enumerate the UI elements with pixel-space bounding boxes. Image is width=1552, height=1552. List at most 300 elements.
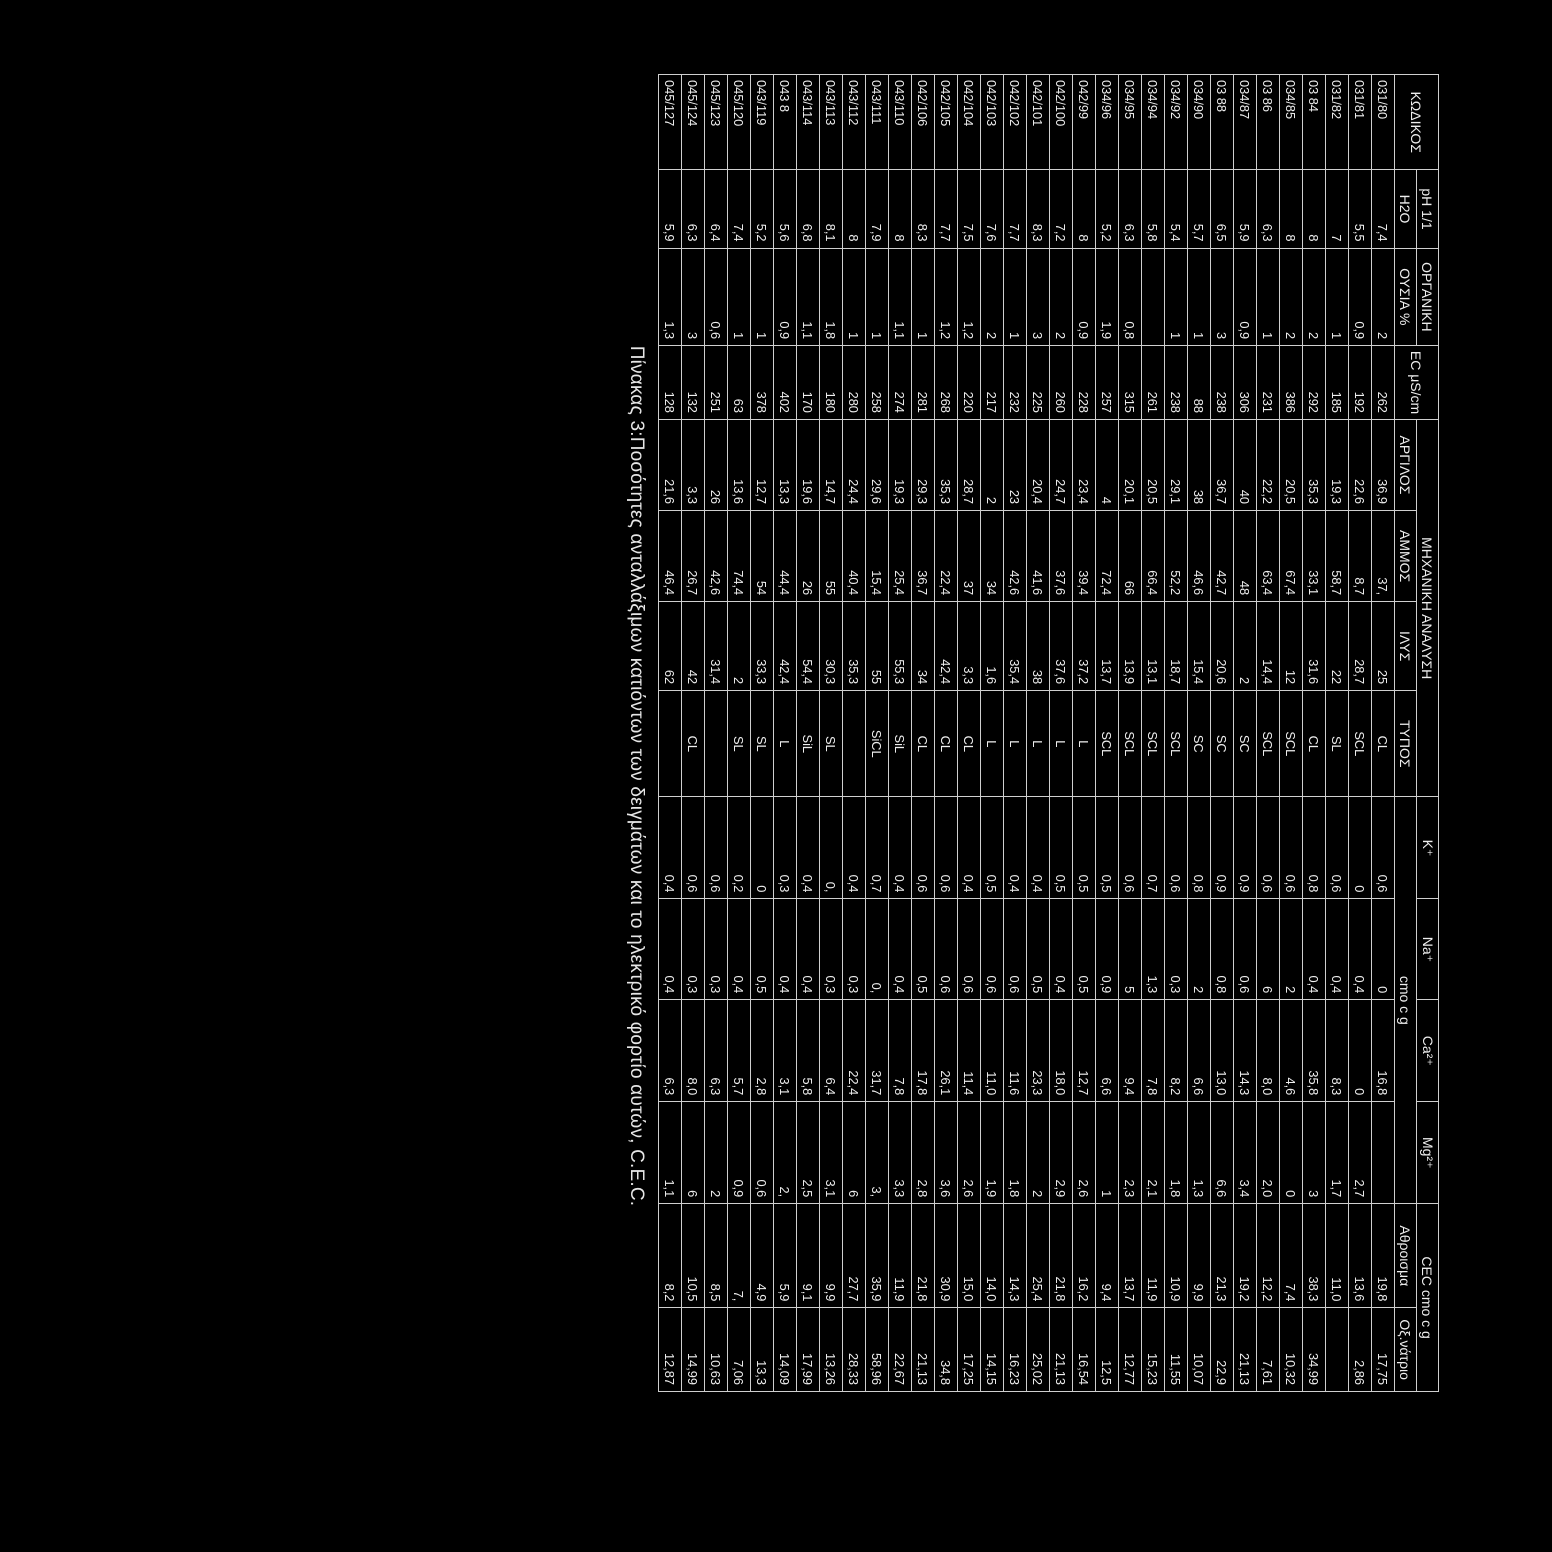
cell-sand: 25,4: [889, 511, 912, 602]
cell-ph: 8: [843, 170, 866, 248]
cell-silt: 33,3: [751, 602, 774, 691]
cell-sand: 74,4: [728, 511, 751, 602]
header-h2o: H2O: [1395, 170, 1417, 248]
cell-ec: 185: [1326, 346, 1349, 420]
cell-code: 045/124: [682, 75, 705, 170]
cell-k: 0,6: [1372, 797, 1395, 899]
cell-cec-sodium: 10,07: [1188, 1308, 1211, 1392]
cell-ph: 6,8: [797, 170, 820, 248]
cell-ph: 5,5: [1349, 170, 1372, 248]
cell-clay: 29,6: [866, 419, 889, 510]
cell-type: SL: [751, 691, 774, 797]
cell-k: 0,6: [1257, 797, 1280, 899]
cell-type: CL: [912, 691, 935, 797]
cell-clay: 19,6: [797, 419, 820, 510]
cell-ca: 6,3: [659, 1000, 682, 1102]
cell-cec-sodium: 16,23: [1004, 1308, 1027, 1392]
cell-ca: 6,6: [1188, 1000, 1211, 1102]
cell-type: [843, 691, 866, 797]
cell-na: 0,9: [1096, 899, 1119, 1000]
cell-type: CL: [1303, 691, 1326, 797]
cell-code: 045/127: [659, 75, 682, 170]
cell-ph: 7,6: [981, 170, 1004, 248]
cell-ph: 5,4: [1165, 170, 1188, 248]
cell-mg: 6: [843, 1102, 866, 1204]
cell-silt: 28,7: [1349, 602, 1372, 691]
cell-sand: 15,4: [866, 511, 889, 602]
cell-silt: 62: [659, 602, 682, 691]
cell-mg: 1,8: [1004, 1102, 1027, 1204]
cell-ca: 22,4: [843, 1000, 866, 1102]
table-row: [1257, 75, 1280, 1392]
cell-mg: 3,6: [935, 1102, 958, 1204]
cell-silt: 3,3: [958, 602, 981, 691]
cell-silt: 13,7: [1096, 602, 1119, 691]
cell-mg: 2,6: [958, 1102, 981, 1204]
cell-k: 0,6: [1280, 797, 1303, 899]
cell-organic: 1,9: [1096, 248, 1119, 346]
cell-silt: 18,7: [1165, 602, 1188, 691]
cell-sand: 37: [958, 511, 981, 602]
cell-ec: 262: [1372, 346, 1395, 420]
cell-code: 042/101: [1027, 75, 1050, 170]
header-type: ΤΥΠΟΣ: [1395, 691, 1417, 797]
cell-ph: 8,3: [1027, 170, 1050, 248]
cell-ec: 88: [1188, 346, 1211, 420]
cell-type: SL: [1326, 691, 1349, 797]
cell-silt: 38: [1027, 602, 1050, 691]
cell-silt: 34: [912, 602, 935, 691]
cell-ec: 258: [866, 346, 889, 420]
cell-mg: 1: [1096, 1102, 1119, 1204]
cell-organic: 0,9: [774, 248, 797, 346]
cell-cec-sum: 19,8: [1372, 1204, 1395, 1308]
cell-silt: 55,3: [889, 602, 912, 691]
cell-code: 034/92: [1165, 75, 1188, 170]
cell-cec-sodium: 14,15: [981, 1308, 1004, 1392]
cell-ec: 402: [774, 346, 797, 420]
cell-code: 042/106: [912, 75, 935, 170]
table-caption: Πίνακας 3:Ποσότητες ανταλλάξιμων κατιόντων των δειγμάτων και το ηλεκτρικό φορτίο αυτών, C.E.C.: [626, 345, 647, 1207]
cell-cec-sum: 9,4: [1096, 1204, 1119, 1308]
cell-ph: 7,4: [728, 170, 751, 248]
cell-clay: 19,3: [889, 419, 912, 510]
cell-ph: 6,3: [1119, 170, 1142, 248]
cell-na: 0,: [866, 899, 889, 1000]
cell-code: 034/96: [1096, 75, 1119, 170]
rotated-page: [528, 0, 1552, 1552]
cell-mg: 0,6: [751, 1102, 774, 1204]
cell-cec-sodium: 21,13: [1234, 1308, 1257, 1392]
cell-type: L: [981, 691, 1004, 797]
cell-organic: 1: [843, 248, 866, 346]
cell-organic: 2: [1280, 248, 1303, 346]
cell-clay: 12,7: [751, 419, 774, 510]
cell-k: 0,6: [1119, 797, 1142, 899]
cell-code: 034/90: [1188, 75, 1211, 170]
cell-na: 0,4: [1349, 899, 1372, 1000]
cell-cec-sum: 19,2: [1234, 1204, 1257, 1308]
cell-ca: 13,0: [1211, 1000, 1234, 1102]
cell-clay: 20,1: [1119, 419, 1142, 510]
cell-silt: 25: [1372, 602, 1395, 691]
header-organic-pct: ΟΥΣΙΑ %: [1395, 248, 1417, 346]
cell-ph: 8: [1280, 170, 1303, 248]
cell-silt: 14,4: [1257, 602, 1280, 691]
cell-sand: 37,6: [1050, 511, 1073, 602]
cell-cec-sum: 15,0: [958, 1204, 981, 1308]
cell-mg: 1,3: [1188, 1102, 1211, 1204]
cell-na: 0,5: [751, 899, 774, 1000]
cell-cec-sodium: 34,99: [1303, 1308, 1326, 1392]
cell-organic: 0,8: [1119, 248, 1142, 346]
cell-na: 0,4: [728, 899, 751, 1000]
cell-organic: 1: [1188, 248, 1211, 346]
cell-k: 0: [1349, 797, 1372, 899]
cell-k: 0,6: [682, 797, 705, 899]
cell-k: 0,4: [843, 797, 866, 899]
cell-clay: 24,4: [843, 419, 866, 510]
table-row: [912, 75, 935, 1392]
cell-k: 0,6: [1165, 797, 1188, 899]
cell-ca: 6,6: [1096, 1000, 1119, 1102]
cell-code: 042/103: [981, 75, 1004, 170]
table-row: [1280, 75, 1303, 1392]
cell-cec-sodium: 16,54: [1073, 1308, 1096, 1392]
cell-clay: 40: [1234, 419, 1257, 510]
cell-ph: 5,2: [1096, 170, 1119, 248]
cell-organic: 1: [1326, 248, 1349, 346]
cell-mg: 3,1: [820, 1102, 843, 1204]
table-row: [705, 75, 728, 1392]
cell-sand: 37,: [1372, 511, 1395, 602]
cell-sand: 8,7: [1349, 511, 1372, 602]
cell-clay: 20,4: [1027, 419, 1050, 510]
cell-organic: 2: [981, 248, 1004, 346]
cell-ec: 217: [981, 346, 1004, 420]
table-row: [659, 75, 682, 1392]
cell-k: 0,6: [912, 797, 935, 899]
cell-organic: 0,9: [1234, 248, 1257, 346]
cell-clay: 38: [1188, 419, 1211, 510]
cell-silt: 42: [682, 602, 705, 691]
cell-organic: 1,1: [797, 248, 820, 346]
cell-silt: 12: [1280, 602, 1303, 691]
cell-na: 0,3: [820, 899, 843, 1000]
cell-sand: 48: [1234, 511, 1257, 602]
header-ph: pH 1/1: [1417, 170, 1439, 248]
cell-ca: 18,0: [1050, 1000, 1073, 1102]
cell-k: 0,: [820, 797, 843, 899]
cell-silt: 2: [728, 602, 751, 691]
table-row: [751, 75, 774, 1392]
header-organic: ΟΡΓΑΝΙΚΗ: [1417, 248, 1439, 346]
cell-organic: 3: [1211, 248, 1234, 346]
cell-na: 0,6: [935, 899, 958, 1000]
cell-ec: 378: [751, 346, 774, 420]
table-row: [820, 75, 843, 1392]
cell-na: 0,6: [981, 899, 1004, 1000]
cell-cec-sodium: 22,9: [1211, 1308, 1234, 1392]
cell-ec: 315: [1119, 346, 1142, 420]
cell-cec-sodium: 2,86: [1349, 1308, 1372, 1392]
cell-clay: 29,3: [912, 419, 935, 510]
table-row: [1303, 75, 1326, 1392]
cell-mg: 0: [1280, 1102, 1303, 1204]
cell-sand: 22,4: [935, 511, 958, 602]
cell-clay: 28,7: [958, 419, 981, 510]
cell-na: 0,3: [705, 899, 728, 1000]
cell-code: 031/80: [1372, 75, 1395, 170]
cell-k: 0,4: [659, 797, 682, 899]
cell-clay: 22,6: [1349, 419, 1372, 510]
cell-organic: 1: [728, 248, 751, 346]
cell-cec-sodium: 13,26: [820, 1308, 843, 1392]
cell-k: 0,5: [1050, 797, 1073, 899]
cell-code: 034/95: [1119, 75, 1142, 170]
cell-mg: 2,1: [1142, 1102, 1165, 1204]
cell-cec-sodium: 34,8: [935, 1308, 958, 1392]
cell-ec: 232: [1004, 346, 1027, 420]
cell-sand: 39,4: [1073, 511, 1096, 602]
cell-type: SiL: [797, 691, 820, 797]
cell-ph: 5,9: [1234, 170, 1257, 248]
cell-mg: 2,9: [1050, 1102, 1073, 1204]
cell-na: 2: [1188, 899, 1211, 1000]
table-row: [1188, 75, 1211, 1392]
cell-code: 045/120: [728, 75, 751, 170]
cell-ec: 220: [958, 346, 981, 420]
cell-code: 03 86: [1257, 75, 1280, 170]
cell-ca: 16,8: [1372, 1000, 1395, 1102]
cell-mg: [1372, 1102, 1395, 1204]
cell-silt: 37,2: [1073, 602, 1096, 691]
cell-type: CL: [958, 691, 981, 797]
cell-cec-sodium: 22,67: [889, 1308, 912, 1392]
table-row: [774, 75, 797, 1392]
table-row: [797, 75, 820, 1392]
cell-sand: 40,4: [843, 511, 866, 602]
cell-mg: 6: [682, 1102, 705, 1204]
cell-na: 0,4: [1326, 899, 1349, 1000]
cell-sand: 46,6: [1188, 511, 1211, 602]
cell-cec-sum: 14,0: [981, 1204, 1004, 1308]
cell-k: 0,4: [1027, 797, 1050, 899]
cell-sand: 42,6: [705, 511, 728, 602]
cell-k: 0,8: [1188, 797, 1211, 899]
cell-organic: 3: [1027, 248, 1050, 346]
cell-organic: 1,1: [889, 248, 912, 346]
cell-na: 0,3: [1165, 899, 1188, 1000]
cell-type: SL: [820, 691, 843, 797]
cell-type: SiL: [889, 691, 912, 797]
cell-silt: 15,4: [1188, 602, 1211, 691]
cell-ec: 63: [728, 346, 751, 420]
cell-clay: 36,7: [1211, 419, 1234, 510]
table-row: [889, 75, 912, 1392]
cell-mg: 6,6: [1211, 1102, 1234, 1204]
cell-cec-sum: 7,: [728, 1204, 751, 1308]
cell-code: 031/81: [1349, 75, 1372, 170]
cell-ph: 7: [1326, 170, 1349, 248]
cell-clay: 23,4: [1073, 419, 1096, 510]
table-row: [981, 75, 1004, 1392]
cell-k: 0,6: [705, 797, 728, 899]
header-mg: Mg²⁺: [1417, 1102, 1439, 1204]
cell-ph: 7,5: [958, 170, 981, 248]
cell-organic: 1: [866, 248, 889, 346]
cell-code: 043/114: [797, 75, 820, 170]
cell-clay: 20,5: [1142, 419, 1165, 510]
cell-na: 0,6: [1004, 899, 1027, 1000]
cell-code: 042/102: [1004, 75, 1027, 170]
cell-ph: 6,4: [705, 170, 728, 248]
cell-ec: 274: [889, 346, 912, 420]
cell-organic: 1,2: [958, 248, 981, 346]
cell-code: 043/111: [866, 75, 889, 170]
table-row: [1073, 75, 1096, 1392]
cell-mg: 2: [1027, 1102, 1050, 1204]
table-row: [1027, 75, 1050, 1392]
cell-cec-sodium: 12,87: [659, 1308, 682, 1392]
cell-ec: 192: [1349, 346, 1372, 420]
cell-clay: 29,1: [1165, 419, 1188, 510]
cell-organic: 1,3: [659, 248, 682, 346]
cell-code: 042/99: [1073, 75, 1096, 170]
cell-type: SC: [1188, 691, 1211, 797]
cell-type: L: [1073, 691, 1096, 797]
cell-cec-sum: 12,2: [1257, 1204, 1280, 1308]
cell-type: CL: [935, 691, 958, 797]
cell-cec-sum: 25,4: [1027, 1204, 1050, 1308]
cell-sand: 66: [1119, 511, 1142, 602]
cell-code: 043/112: [843, 75, 866, 170]
cell-ph: 8,1: [820, 170, 843, 248]
cell-type: SiCL: [866, 691, 889, 797]
cell-type: L: [774, 691, 797, 797]
header-ec: EC μS/cm: [1395, 346, 1439, 420]
cell-clay: 4: [1096, 419, 1119, 510]
cell-cec-sum: 30,9: [935, 1204, 958, 1308]
cell-ca: 31,7: [866, 1000, 889, 1102]
cell-cec-sum: 9,1: [797, 1204, 820, 1308]
cell-mg: 2,: [774, 1102, 797, 1204]
cell-na: 1,3: [1142, 899, 1165, 1000]
cell-cec-sum: 21,8: [1050, 1204, 1073, 1308]
cell-silt: 54,4: [797, 602, 820, 691]
table-row: [866, 75, 889, 1392]
cell-sand: 54: [751, 511, 774, 602]
cell-cec-sodium: [1326, 1308, 1349, 1392]
cell-k: 0,3: [774, 797, 797, 899]
cell-type: SCL: [1257, 691, 1280, 797]
cell-ec: 180: [820, 346, 843, 420]
cell-organic: 0,9: [1073, 248, 1096, 346]
cell-code: 042/104: [958, 75, 981, 170]
cell-ec: 257: [1096, 346, 1119, 420]
cell-ph: 7,7: [1004, 170, 1027, 248]
header-clay: ΑΡΓΙΛΟΣ: [1395, 419, 1417, 510]
cell-cec-sum: 11,9: [1142, 1204, 1165, 1308]
cell-ca: 0: [1349, 1000, 1372, 1102]
cell-cec-sum: 38,3: [1303, 1204, 1326, 1308]
cell-mg: 2,8: [912, 1102, 935, 1204]
cell-type: CL: [1372, 691, 1395, 797]
cell-type: [659, 691, 682, 797]
cell-na: 0,5: [912, 899, 935, 1000]
cell-ph: 8: [1073, 170, 1096, 248]
cell-code: 045/123: [705, 75, 728, 170]
cell-k: 0,7: [866, 797, 889, 899]
cell-ca: 11,0: [981, 1000, 1004, 1102]
cell-ph: 8,3: [912, 170, 935, 248]
cell-clay: 24,7: [1050, 419, 1073, 510]
cell-silt: 31,6: [1303, 602, 1326, 691]
cell-mg: 2,5: [797, 1102, 820, 1204]
cell-k: 0,4: [889, 797, 912, 899]
cell-na: 6: [1257, 899, 1280, 1000]
cell-silt: 35,4: [1004, 602, 1027, 691]
cell-type: SCL: [1119, 691, 1142, 797]
cell-mg: 1,7: [1326, 1102, 1349, 1204]
cell-cec-sodium: 17,25: [958, 1308, 981, 1392]
cell-organic: 1: [1257, 248, 1280, 346]
table-row: [682, 75, 705, 1392]
cell-ca: 6,3: [705, 1000, 728, 1102]
cell-cec-sum: 9,9: [820, 1204, 843, 1308]
cell-na: 0,8: [1211, 899, 1234, 1000]
cell-silt: 13,1: [1142, 602, 1165, 691]
table-row: [1211, 75, 1234, 1392]
cell-code: 03 88: [1211, 75, 1234, 170]
cell-na: 0,5: [1073, 899, 1096, 1000]
cell-mg: 2: [705, 1102, 728, 1204]
cell-ca: 8,0: [682, 1000, 705, 1102]
cell-organic: 3: [682, 248, 705, 346]
cell-silt: 55: [866, 602, 889, 691]
cell-ec: 128: [659, 346, 682, 420]
cell-ca: 8,0: [1257, 1000, 1280, 1102]
cell-type: CL: [682, 691, 705, 797]
header-k: K⁺: [1417, 797, 1439, 899]
table-body: [659, 75, 1395, 1392]
cell-type: SCL: [1165, 691, 1188, 797]
cell-ph: 6,3: [1257, 170, 1280, 248]
cell-ca: 8,2: [1165, 1000, 1188, 1102]
cell-na: 0,3: [843, 899, 866, 1000]
header-cec-sodium: Οξ.νάτριο: [1395, 1308, 1417, 1392]
cell-silt: 22: [1326, 602, 1349, 691]
cell-ph: 8: [889, 170, 912, 248]
table-row: [1096, 75, 1119, 1392]
cell-organic: 1: [1165, 248, 1188, 346]
cell-mg: 3,: [866, 1102, 889, 1204]
cell-cec-sum: 13,7: [1119, 1204, 1142, 1308]
cell-ca: 5,8: [797, 1000, 820, 1102]
cell-organic: 2: [1303, 248, 1326, 346]
cell-organic: 1: [1004, 248, 1027, 346]
cell-ec: 225: [1027, 346, 1050, 420]
cell-ca: 35,8: [1303, 1000, 1326, 1102]
cell-ca: 9,4: [1119, 1000, 1142, 1102]
cell-ca: 14,3: [1234, 1000, 1257, 1102]
cell-type: SCL: [1142, 691, 1165, 797]
cell-na: 0: [1372, 899, 1395, 1000]
cell-cec-sum: 11,9: [889, 1204, 912, 1308]
cell-code: 043 8: [774, 75, 797, 170]
header-ca: Ca²⁺: [1417, 1000, 1439, 1102]
cell-cec-sum: 21,3: [1211, 1204, 1234, 1308]
